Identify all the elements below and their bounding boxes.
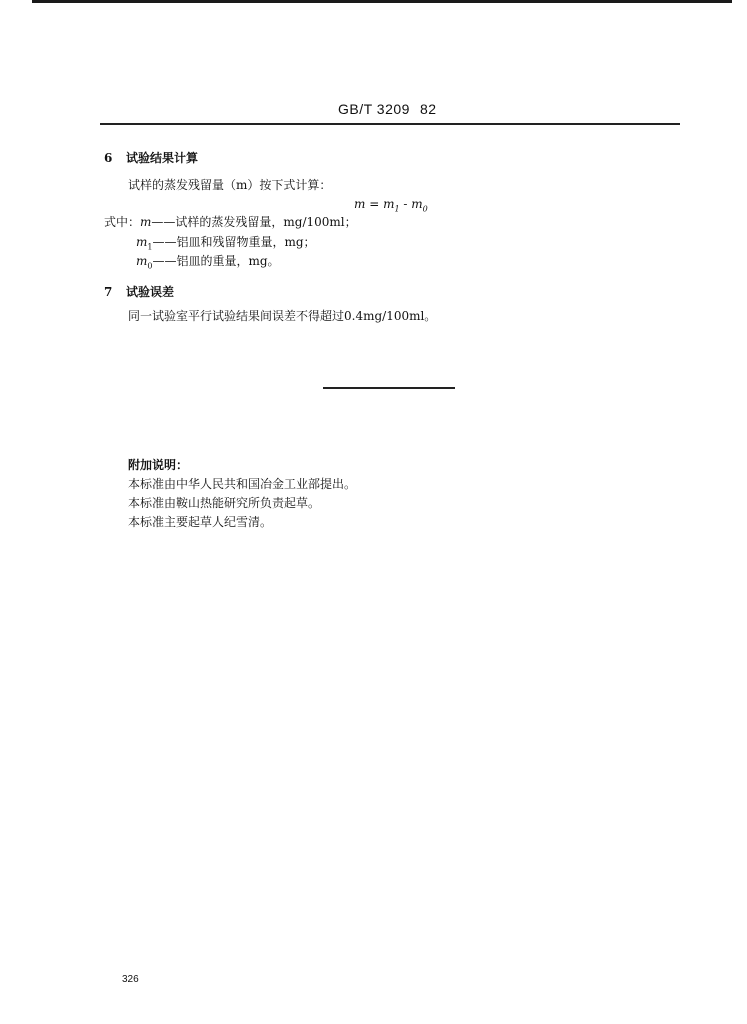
scan-top-edge xyxy=(32,0,732,3)
formula-m1-sub: 1 xyxy=(394,204,400,214)
formula-equals: = xyxy=(365,197,384,211)
definition-row-m0 xyxy=(136,252,280,270)
where-label: 式中： xyxy=(104,215,141,229)
section-7-text: 同一试验室平行试验结果间误差不得超过0.4mg/100ml。 xyxy=(128,309,437,323)
def-desc: ——铝皿和残留物重量，mg； xyxy=(152,235,316,249)
notes-line: 本标准由中华人民共和国冶金工业部提出。 xyxy=(128,477,357,491)
def-symbol: m xyxy=(140,215,152,229)
def-desc: ——铝皿的重量，mg。 xyxy=(152,254,280,268)
section-6-heading xyxy=(104,149,198,166)
notes-line: 本标准由鞍山热能研究所负责起草。 xyxy=(128,496,321,510)
def-symbol-sub: 0 xyxy=(147,261,153,271)
section-7-title: 试验误差 xyxy=(126,285,175,299)
formula xyxy=(354,197,428,213)
end-rule xyxy=(323,387,455,389)
definition-row-m xyxy=(104,213,357,230)
section-6-number: 6 xyxy=(104,151,113,165)
page-number: 326 xyxy=(122,974,139,985)
def-desc: ——试样的蒸发残留量，mg/100ml； xyxy=(151,215,357,229)
standard-year: 82 xyxy=(419,101,437,117)
def-symbol: m xyxy=(136,235,148,249)
section-7-heading xyxy=(104,283,174,300)
notes-title: 附加说明： xyxy=(128,458,189,472)
formula-lhs: m xyxy=(354,197,366,211)
def-symbol: m xyxy=(136,254,148,268)
section-7-number: 7 xyxy=(104,285,113,299)
section-6-title: 试验结果计算 xyxy=(126,151,199,165)
standard-code-header xyxy=(338,101,437,117)
formula-m0-sub: 0 xyxy=(422,204,428,214)
section-6-intro: 试样的蒸发残留量（m）按下式计算： xyxy=(128,178,332,192)
definition-row-m1 xyxy=(136,233,316,251)
header-rule xyxy=(100,123,680,125)
standard-code: GB/T 3209 xyxy=(338,101,410,117)
formula-m0: m xyxy=(411,197,423,211)
notes-line: 本标准主要起草人纪雪清。 xyxy=(128,515,273,529)
formula-m1: m xyxy=(383,197,395,211)
formula-minus: - xyxy=(399,197,412,211)
def-symbol-sub: 1 xyxy=(147,242,153,252)
